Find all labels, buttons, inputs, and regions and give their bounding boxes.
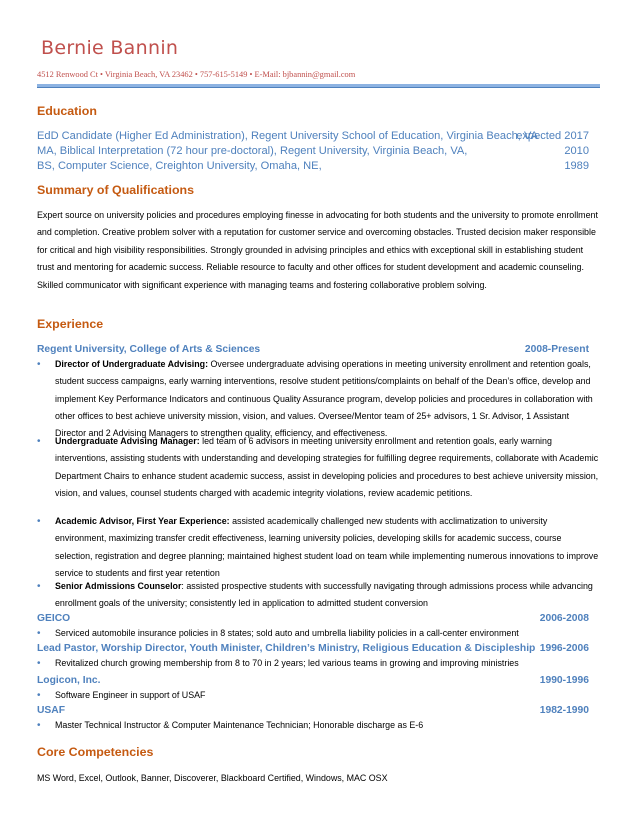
bullet-icon: • [37,658,41,669]
education-row [37,145,589,157]
bullet-text: Revitalized church growing membership from 8 to 70 in 2 years; led various teams in growing and improving ministries [55,658,519,668]
bullet-icon: • [37,581,41,592]
education-year: 1989 [564,160,589,172]
job-bullet [37,717,599,734]
job-header [37,344,589,355]
job-bullet [37,513,599,582]
job-org: USAF [37,705,66,716]
bullet-icon: • [37,628,41,639]
summary-heading: Summary of Qualifications [37,183,194,197]
job-bullet [37,578,599,613]
job-header [37,613,589,624]
contact-line: 4512 Renwood Ct • Virginia Beach, VA 23462 • 757-615-5149 • E-Mail: bjbannin@gmail.com [37,70,356,79]
education-row [37,160,589,172]
job-org: Regent University, College of Arts & Sciences [37,344,261,355]
job-header [37,643,589,654]
job-bullet [37,655,599,672]
bullet-icon: • [37,436,41,447]
bullet-text: Serviced automobile insurance policies in 8 states; sold auto and umbrella liability policies in a call-center environment [55,628,519,638]
job-bullet [37,433,599,502]
job-org: Lead Pastor, Worship Director, Youth Minister, Children’s Ministry, Religious Education & Discipleship [37,643,536,654]
summary-text: Expert source on university policies and procedures employing finesse in advocating for both students and the university to promote enrollment and completion. Creative problem solver with a reputation for customer service and overcoming obstacles. Trusted decision maker responsible for critical and high visibility responsibilities. Strongly grounded in advising principles and ethics with exceptional skill in establishing student trust and mentoring for academic success. Reliable resource to faculty and other offices for student development and academic counseling. Skilled communicator with significant experience with managing teams and fostering collaborative problem solving. [37,210,598,290]
job-org: GEICO [37,613,71,624]
bullet-title: Academic Advisor, First Year Experience: [55,516,230,526]
job-header [37,705,589,716]
bullet-text: : assisted prospective students with successfully navigating through admissions process while advancing enrollment goals of the university; consistently led in application to admitted student conversion [55,581,593,609]
bullet-text: Software Engineer in support of USAF [55,690,206,700]
job-bullet [37,356,599,442]
job-years: 2006-2008 [539,613,589,624]
job-years: 2008-Present [524,344,589,355]
bullet-title: Director of Undergraduate Advising: [55,359,209,369]
header-divider [37,84,600,88]
job-org: Logicon, Inc. [37,675,101,686]
bullet-icon: • [37,516,41,527]
job-header [37,675,589,686]
bullet-text: assisted academically challenged new students with acclimatization to university environment, maximizing transfer credit effectiveness, learning university policies, developing skills for academic success, course selection, registration and degree planning; maintained highest student load on team while implementing numerous innovations to improve service to students and first year retention [55,516,599,578]
education-degree: EdD Candidate (Higher Ed Administration), Regent University School of Education, Virginia Beach, VA [37,130,538,142]
job-years: 1990-1996 [539,675,589,686]
experience-heading: Experience [37,317,104,331]
bullet-text: led team of 6 advisors in meeting university enrollment and retention goals, early warning interventions, assisting students with understanding and developing strategies for fulfilling degree requirements, collaborate with Academic Department Chairs to enhance student academic success, assist in developing policies and procedures to best achieve university mission, vision, and values, counsel students charged with academic integrity violations, review academic petitions. [55,436,599,498]
bullet-title: Senior Admissions Counselor [55,581,182,591]
education-year: 2010 [564,145,589,157]
bullet-icon: • [37,690,41,701]
competencies-text: MS Word, Excel, Outlook, Banner, Discoverer, Blackboard Certified, Windows, MAC OSX [37,773,388,783]
education-row [37,130,589,142]
bullet-icon: • [37,720,41,731]
education-year: expected 2017 [516,130,589,142]
job-years: 1982-1990 [539,705,589,716]
candidate-name: Bernie Bannin [41,37,179,59]
education-degree: MA, Biblical Interpretation (72 hour pre-doctoral), Regent University, Virginia Beach, VA, [37,145,468,157]
education-degree: BS, Computer Science, Creighton University, Omaha, NE, [37,160,322,172]
job-bullet [37,625,599,642]
bullet-title: Undergraduate Advising Manager: [55,436,200,446]
job-years: 1996-2006 [539,643,589,654]
job-bullet [37,687,599,704]
bullet-text: Master Technical Instructor & Computer Maintenance Technician; Honorable discharge as E-6 [55,720,424,730]
bullet-icon: • [37,359,41,370]
education-heading: Education [37,104,97,118]
competencies-heading: Core Competencies [37,745,154,759]
bullet-text: Oversee undergraduate advising operations in meeting university enrollment and retention goals, student success campaigns, early warning interventions, resolve student petitions/complaints on behalf of the Dean’s office, develop and implement Key Performance Indicators and continuous Quality Assurance program, develop policies and procedures in collaboration with other offices to best achieve university mission, vision, and values. Oversee/Mentor team of 25+ advisors, 1 Sr. Advisor, 1 Assistant Director and 2 Advising Managers to strengthen quality, efficiency, and effectiveness. [55,359,593,439]
